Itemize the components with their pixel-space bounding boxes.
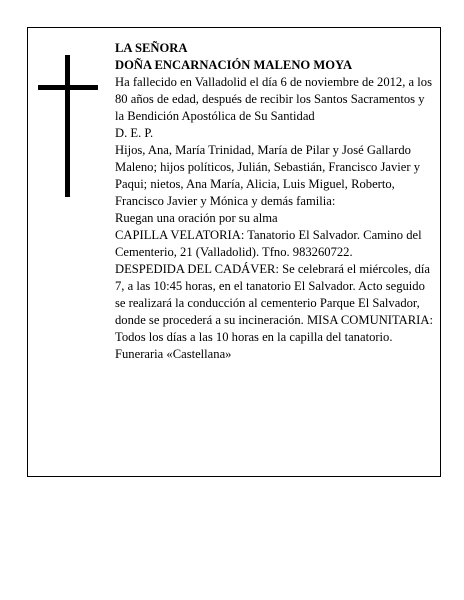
- funeral-home: Funeraria «Castellana»: [115, 347, 232, 361]
- farewell-info: DESPEDIDA DEL CADÁVER: Se celebrará el miércoles, día 7, a las 10:45 horas, en el tanatorio El Salvador. Acto seguido se realizará la conducción al cementerio Parque El Salvador, donde se procederá a su incineración. MISA COMUNITARIA: Todos los días a las 10 horas en la capilla del tanatorio.: [115, 262, 433, 344]
- cross-vertical-bar: [65, 55, 70, 197]
- family-list: Hijos, Ana, María Trinidad, María de Pilar y José Gallardo Maleno; hijos políticos, Julián, Sebastián, Francisco Javier y Paqui; nietos, Ana María, Alicia, Luis Miguel, Roberto, Francisco Javier y Mónica y demás familia:: [115, 143, 420, 208]
- notice-title-line1: LA SEÑORA: [115, 41, 188, 55]
- death-announcement: Ha fallecido en Valladolid el día 6 de noviembre de 2012, a los 80 años de edad, después de recibir los Santos Sacramentos y la Bendición Apostólica de Su Santidad: [115, 75, 432, 123]
- dep-line: D. E. P.: [115, 126, 154, 140]
- chapel-info: CAPILLA VELATORIA: Tanatorio El Salvador. Camino del Cementerio, 21 (Valladolid). Tfno. 983260722.: [115, 228, 422, 259]
- prayer-request: Ruegan una oración por su alma: [115, 211, 278, 225]
- notice-text: [115, 40, 433, 363]
- cross-horizontal-bar: [38, 85, 98, 90]
- notice-title-line2: DOÑA ENCARNACIÓN MALENO MOYA: [115, 58, 353, 72]
- cross-icon: [38, 55, 98, 197]
